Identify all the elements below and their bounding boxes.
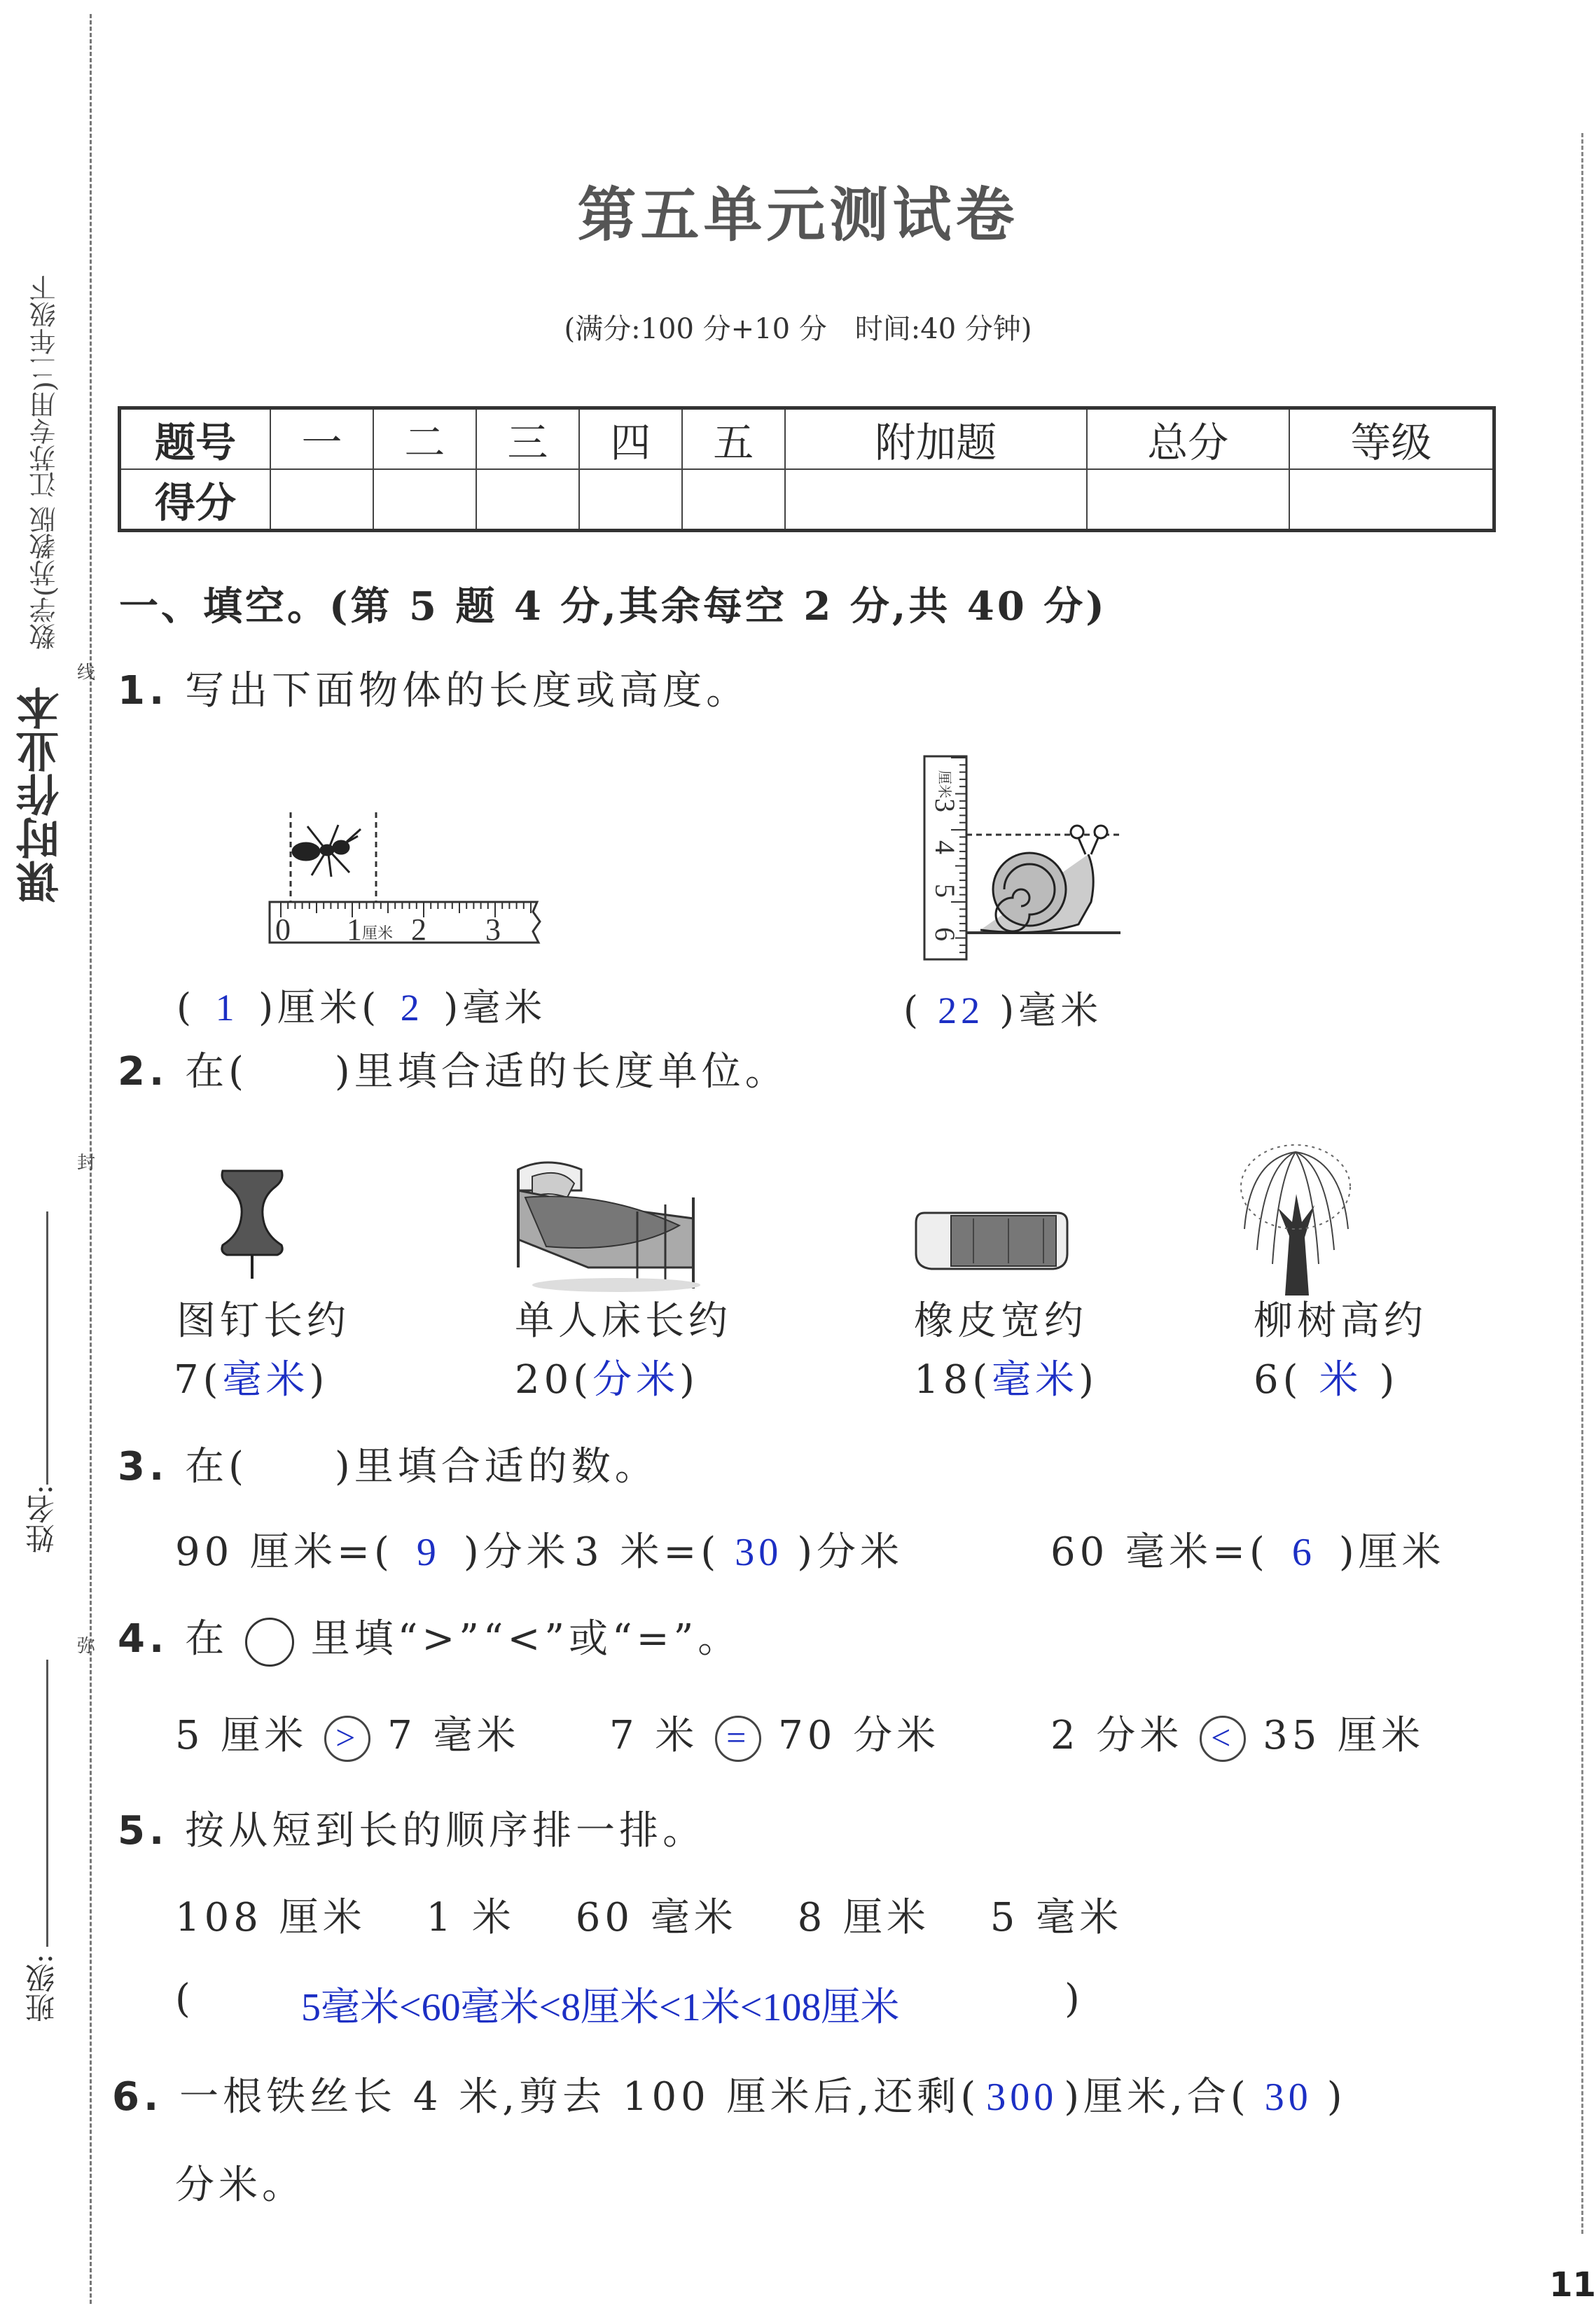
q2-answer[interactable]: 毫米 — [222, 1359, 310, 1402]
q5-answer-line — [175, 1976, 1099, 2029]
cut-line-mark-1: 线 — [77, 662, 96, 683]
q1-answer-ant — [176, 978, 546, 1032]
question-number: 4. — [118, 1616, 169, 1662]
question-number: 5. — [118, 1808, 169, 1854]
table-cell: 四 — [579, 408, 682, 470]
q3-answer[interactable]: 30 — [735, 1531, 783, 1574]
q4-left: 5 厘米 — [175, 1713, 308, 1758]
q4-item — [609, 1704, 940, 1762]
question-text: 按从短到长的顺序排一排。 — [185, 1808, 707, 1854]
table-cell: 等级 — [1289, 408, 1494, 470]
right-dashed-line — [1581, 133, 1583, 2234]
cut-line-mark-3: 弥 — [77, 1636, 96, 1657]
page-title: 第五单元测试卷 — [577, 180, 1019, 249]
question-text: 里填“>”“<”或“=”。 — [310, 1616, 742, 1662]
question-text: 在( )里填合适的长度单位。 — [185, 1049, 789, 1095]
q3-item — [1050, 1521, 1445, 1577]
q3-item — [175, 1521, 570, 1577]
ant-ruler-figure — [263, 805, 557, 966]
table-cell: 三 — [476, 408, 579, 470]
question-text: )厘米,合( — [1064, 2074, 1250, 2120]
ruler-tick-label: 5 — [929, 884, 961, 898]
unit-text: )毫米 — [443, 985, 547, 1029]
question-5 — [118, 1800, 706, 1856]
table-cell: 得分 — [120, 469, 271, 531]
score-table-header-row — [120, 408, 1494, 470]
ruler-tick-label: 4 — [929, 840, 961, 854]
q2-item-answer-line: 18(毫米) — [914, 1357, 1098, 1403]
q1-answer-snail — [903, 980, 1102, 1034]
class-label: 班级: — [25, 1954, 59, 2023]
q3-text: )分米 — [463, 1529, 570, 1575]
score-input-cell[interactable] — [476, 469, 579, 531]
table-cell: 总分 — [1087, 408, 1289, 470]
q6-answer-dm[interactable]: 30 — [1264, 2076, 1312, 2119]
ruler-tick-label: 3 — [929, 798, 961, 812]
answer-snail-mm[interactable]: 22 — [938, 989, 985, 1032]
question-number: 1. — [118, 668, 169, 714]
name-field[interactable] — [46, 1211, 48, 1485]
thumbtack-icon — [210, 1162, 294, 1281]
score-input-cell[interactable] — [579, 469, 682, 531]
q3-text: )厘米 — [1338, 1529, 1445, 1575]
q6-continuation: 分米。 — [175, 2162, 305, 2208]
q3-text: 3 米=( — [574, 1529, 721, 1575]
score-input-cell[interactable] — [270, 469, 373, 531]
paren: ( — [176, 985, 196, 1029]
ant-icon — [292, 825, 361, 877]
q2-item-answer-line: 6( 米 ) — [1254, 1357, 1399, 1403]
q2-value: 18 — [914, 1357, 973, 1403]
q2-item-answer-line: 20(分米) — [515, 1357, 699, 1403]
q4-right: 70 分米 — [778, 1713, 941, 1758]
ruler-unit-label: 厘米 — [362, 925, 394, 943]
ruler-tick-label: 1 — [347, 912, 362, 947]
subject-label: 数学(苏教版 江苏专用)二年级下 — [29, 275, 60, 650]
score-input-cell[interactable] — [785, 469, 1087, 531]
answer-ant-cm[interactable]: 1 — [215, 987, 239, 1029]
score-input-cell[interactable] — [373, 469, 476, 531]
q3-text: )分米 — [797, 1529, 904, 1575]
eraser-icon — [910, 1204, 1071, 1281]
q3-answer[interactable]: 6 — [1291, 1531, 1316, 1574]
q4-left: 7 米 — [609, 1713, 699, 1758]
q3-answer[interactable]: 9 — [416, 1531, 440, 1574]
q2-value: 20 — [515, 1357, 574, 1403]
question-3 — [118, 1436, 658, 1492]
willow-tree-icon — [1236, 1138, 1355, 1299]
series-logo: 课时作业本 — [15, 686, 67, 903]
unit-text: )毫米 — [999, 988, 1103, 1032]
question-number: 6. — [112, 2074, 163, 2120]
q3-text: 90 厘米=( — [175, 1529, 394, 1575]
question-text: 一根铁丝长 4 米,剪去 100 厘米后,还剩( — [179, 2074, 980, 2120]
question-text: 在( )里填合适的数。 — [185, 1444, 658, 1489]
ruler-unit-label: 厘米 — [936, 770, 953, 798]
snail-ruler-figure — [910, 749, 1134, 966]
question-6 — [112, 2066, 1347, 2122]
snail-icon — [980, 826, 1107, 933]
name-label: 姓名: — [25, 1485, 59, 1554]
q2-item-label: 图钉长约 — [176, 1298, 350, 1344]
q2-answer[interactable]: 分米 — [592, 1359, 680, 1402]
paren: ( — [903, 988, 923, 1032]
table-cell: 一 — [270, 408, 373, 470]
ruler-tick-label: 0 — [275, 912, 291, 947]
score-table — [118, 406, 1496, 532]
q3-item — [574, 1521, 903, 1577]
ruler-tick-label: 3 — [485, 912, 501, 947]
q2-answer[interactable]: 毫米 — [992, 1359, 1079, 1402]
q5-answer[interactable]: 5毫米<60毫米<8厘米<1米<108厘米 — [301, 1986, 900, 2029]
unit-text: )厘米( — [258, 985, 381, 1029]
ruler-tick-label: 6 — [929, 927, 961, 941]
question-text: ) — [1326, 2074, 1347, 2120]
q2-item-label: 单人床长约 — [515, 1298, 732, 1344]
table-cell: 二 — [373, 408, 476, 470]
q4-answer-circle[interactable]: = — [715, 1716, 761, 1762]
circle-icon — [245, 1618, 294, 1667]
question-1 — [118, 660, 749, 716]
paren: ( — [175, 1976, 195, 2022]
score-input-cell[interactable] — [1289, 469, 1494, 531]
question-2 — [118, 1041, 789, 1097]
question-text: 在 — [185, 1616, 229, 1662]
question-number: 2. — [118, 1049, 169, 1095]
score-table-score-row — [120, 469, 1494, 531]
section-heading: 一、填空。(第 5 题 4 分,其余每空 2 分,共 40 分) — [119, 583, 1107, 630]
q4-answer-circle[interactable]: < — [1200, 1716, 1246, 1762]
score-input-cell[interactable] — [682, 469, 785, 531]
q2-value: 6 — [1254, 1357, 1283, 1403]
q3-text: 60 毫米=( — [1050, 1529, 1269, 1575]
table-cell: 题号 — [120, 408, 271, 470]
q4-right: 35 厘米 — [1263, 1713, 1425, 1758]
q5-items: 108 厘米 1 米 60 毫米 8 厘米 5 毫米 — [175, 1895, 1123, 1940]
q4-item — [175, 1704, 520, 1762]
class-field[interactable] — [46, 1660, 48, 1947]
score-input-cell[interactable] — [1087, 469, 1289, 531]
q4-item — [1050, 1704, 1424, 1762]
page-number: 11 — [1549, 2265, 1596, 2305]
q4-answer-circle[interactable]: > — [324, 1716, 370, 1762]
q2-item-label: 柳树高约 — [1254, 1298, 1427, 1344]
bed-icon — [504, 1148, 707, 1296]
q2-item-label: 橡皮宽约 — [914, 1298, 1088, 1344]
q4-right: 7 毫米 — [387, 1713, 520, 1758]
table-cell: 五 — [682, 408, 785, 470]
q2-answer[interactable]: 米 — [1319, 1359, 1363, 1402]
answer-ant-mm[interactable]: 2 — [400, 987, 424, 1029]
question-number: 3. — [118, 1444, 169, 1489]
question-text: 写出下面物体的长度或高度。 — [185, 668, 750, 714]
q6-answer-cm[interactable]: 300 — [986, 2076, 1058, 2119]
q2-value: 7 — [174, 1357, 203, 1403]
cut-line-mark-2: 封 — [77, 1153, 96, 1174]
question-4 — [118, 1608, 741, 1667]
table-cell: 附加题 — [785, 408, 1087, 470]
q4-left: 2 分米 — [1050, 1713, 1184, 1758]
paren: ) — [1064, 1976, 1084, 2022]
q2-item-answer-line: 7(毫米) — [174, 1357, 329, 1403]
ruler-tick-label: 2 — [411, 912, 426, 947]
exam-info: (满分:100 分+10 分 时间:40 分钟) — [564, 313, 1032, 345]
